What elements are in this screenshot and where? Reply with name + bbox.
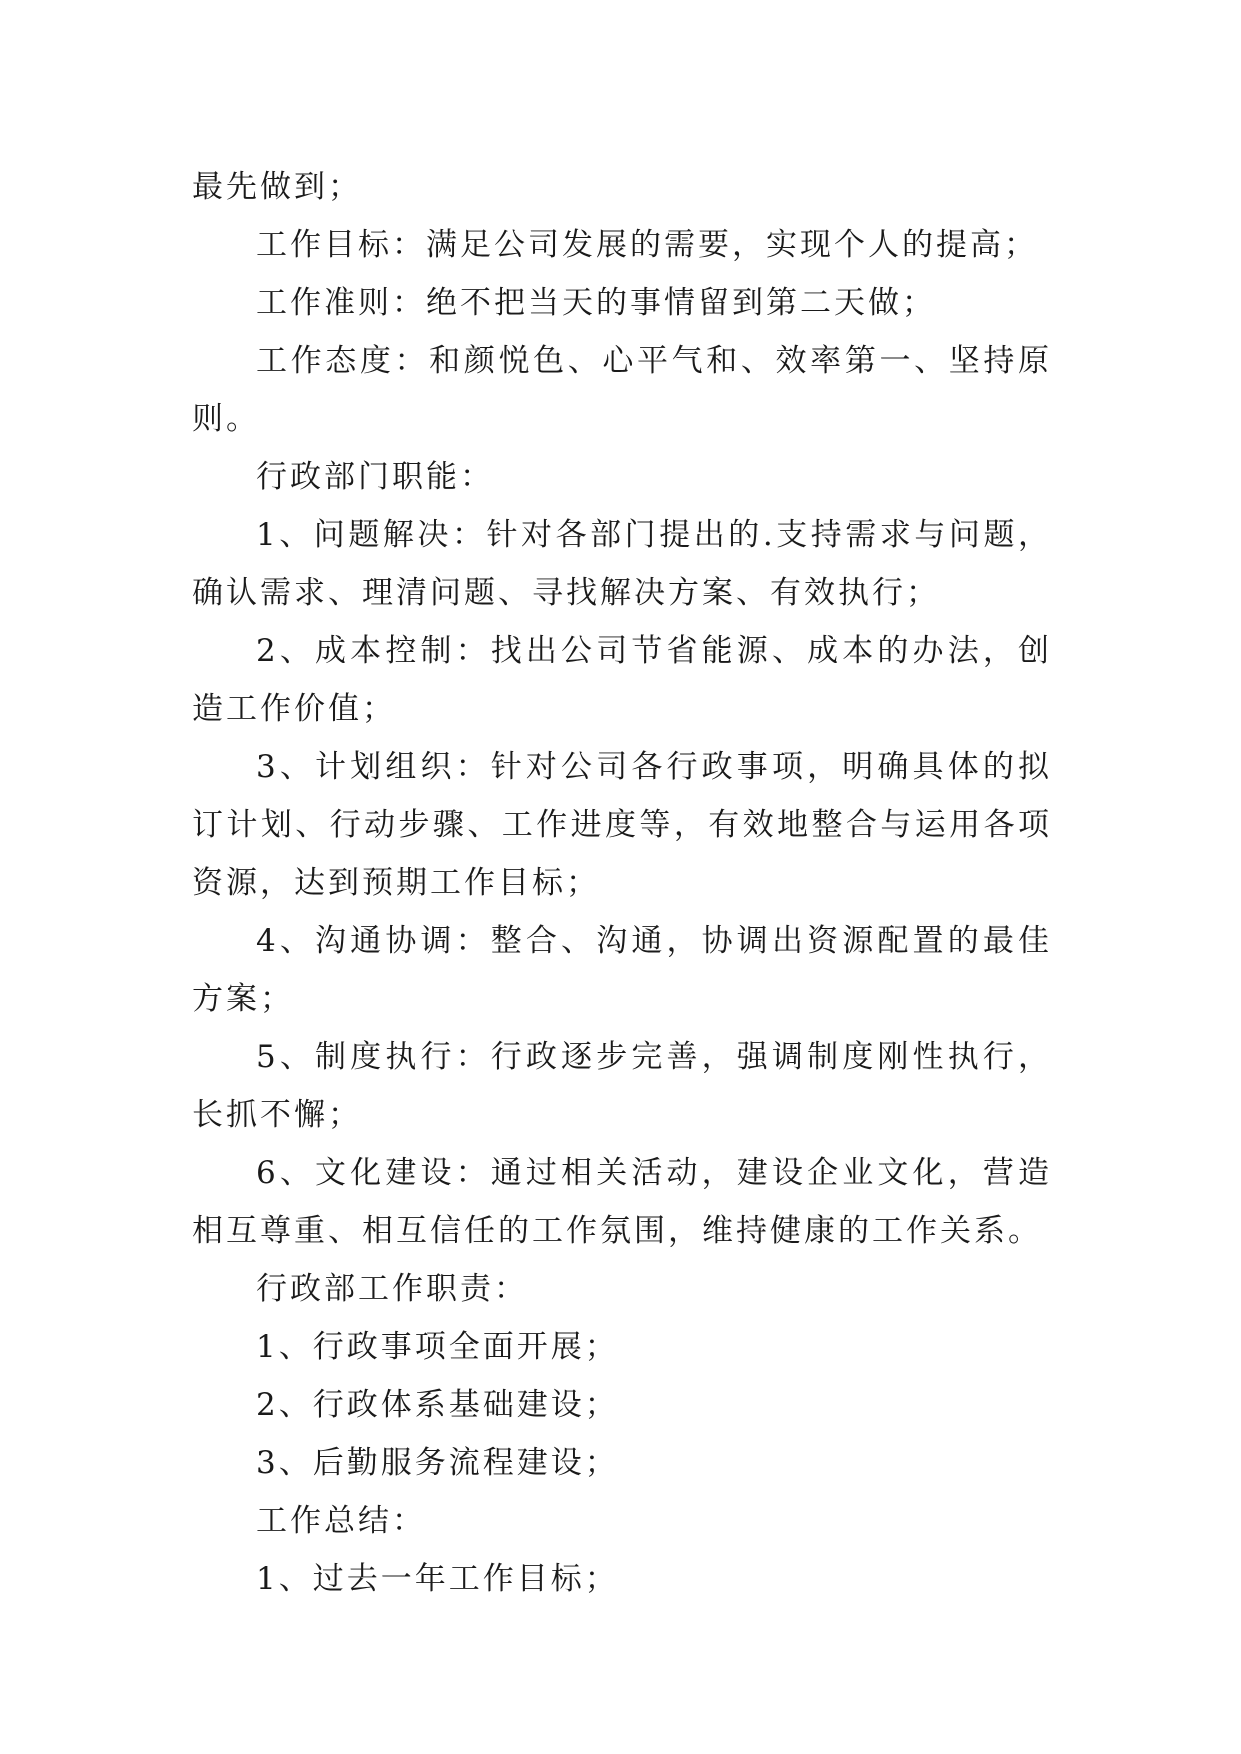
list-item-duty-1: 1、行政事项全面开展； xyxy=(256,1329,619,1365)
list-item-policy-execution: 5、制度执行：行政逐步完善，强调制度刚性执行，长抓不懈； xyxy=(192,1039,1052,1133)
heading-admin-duties: 行政部工作职责： xyxy=(256,1271,528,1307)
heading-work-summary: 工作总结： xyxy=(256,1503,426,1539)
list-item-duty-3: 3、后勤服务流程建设； xyxy=(256,1445,619,1481)
list-item-cost-control: 2、成本控制：找出公司节省能源、成本的办法，创造工作价值； xyxy=(192,633,1052,727)
document-body xyxy=(192,158,1052,1608)
list-item-planning: 3、计划组织：针对公司各行政事项，明确具体的拟订计划、行动步骤、工作进度等，有效地整合与运用各项资源，达到预期工作目标； xyxy=(192,749,1052,901)
heading-admin-functions: 行政部门职能： xyxy=(256,459,494,495)
paragraph-work-attitude: 工作态度：和颜悦色、心平气和、效率第一、坚持原则。 xyxy=(192,343,1052,437)
list-item-problem-solving: 1、问题解决：针对各部门提出的.支持需求与问题，确认需求、理清问题、寻找解决方案、有效执行； xyxy=(192,517,1052,611)
paragraph-work-principle: 工作准则：绝不把当天的事情留到第二天做； xyxy=(256,285,936,321)
list-item-communication: 4、沟通协调：整合、沟通，协调出资源配置的最佳方案； xyxy=(192,923,1052,1017)
list-item-summary-1: 1、过去一年工作目标； xyxy=(256,1561,619,1597)
list-item-duty-2: 2、行政体系基础建设； xyxy=(256,1387,619,1423)
paragraph-work-goal: 工作目标：满足公司发展的需要，实现个人的提高； xyxy=(256,227,1038,263)
paragraph-continuation: 最先做到； xyxy=(192,169,362,205)
list-item-culture: 6、文化建设：通过相关活动，建设企业文化，营造相互尊重、相互信任的工作氛围，维持健康的工作关系。 xyxy=(192,1155,1052,1249)
